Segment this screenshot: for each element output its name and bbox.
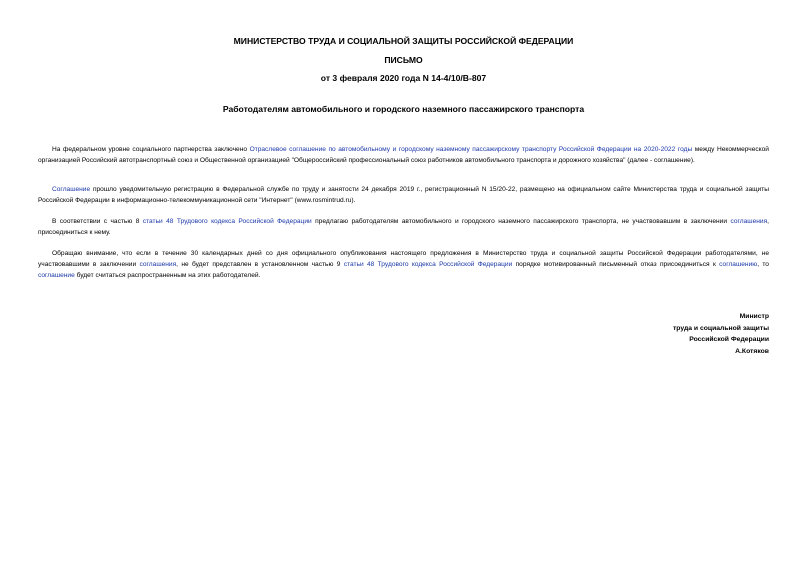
signature-name: А.Котяков: [735, 347, 769, 355]
link-agreement[interactable]: соглашение: [38, 272, 75, 279]
paragraph-agreement-concluded: [38, 144, 769, 166]
paragraph-text: прошло уведомительную регистрацию в Федеральной службе по труду и занятости 24 декабря 2019 г., регистрационный N 15/20-22, размещено на официальном сайте Министерства труда и социальной защиты Российской Федерации в информационно-телекоммуникационной сети "Интернет" (www.rosmintrud.ru).: [38, 186, 769, 204]
signature-block: [673, 311, 769, 357]
document-date-number: от 3 февраля 2020 года N 14-4/10/В-807: [320, 73, 487, 83]
link-labor-code-article-48[interactable]: статьи 48 Трудового кодекса Российской Федерации: [142, 218, 312, 225]
paragraph-registration: [38, 184, 769, 206]
paragraph-text: На федеральном уровне социального партнерства заключено: [52, 146, 250, 153]
link-agreement[interactable]: Соглашение: [52, 186, 91, 193]
paragraph-text: , то: [757, 261, 769, 268]
paragraph-text: В соответствии с частью 8: [52, 218, 143, 225]
paragraph-proposal: [38, 216, 769, 238]
paragraph-text: предлагаю работодателям автомобильного и городского наземного пассажирского транспорта, не участвовавшим в заключении: [311, 218, 731, 225]
signature-position: Министр: [739, 313, 769, 320]
link-labor-code-article-48[interactable]: статьи 48 Трудового кодекса Российской Федерации: [343, 261, 513, 268]
paragraph-text: будет считаться распространенным на этих работодателей.: [74, 272, 261, 279]
document-type: ПИСЬМО: [384, 55, 423, 65]
ministry-title: МИНИСТЕРСТВО ТРУДА И СОЦИАЛЬНОЙ ЗАЩИТЫ РОССИЙСКОЙ ФЕДЕРАЦИИ: [233, 36, 574, 46]
paragraph-text: между Некоммерческой организацией Российский автотранспортный союз и Общественной организацией "Общероссийский профессиональный союз работников автомобильного транспорта и дорожного хозяйства" (далее - соглашение).: [38, 146, 769, 164]
signature-ministry: труда и социальной защиты: [672, 324, 769, 332]
paragraph-text: , не будет представлен в установленном частью 9: [176, 261, 344, 268]
paragraph-text: порядке мотивированный письменный отказ присоединиться к: [512, 261, 720, 268]
signature-country: Российской Федерации: [689, 336, 769, 343]
link-industry-agreement[interactable]: Отраслевое соглашение по автомобильному и городскому наземному пассажирскому транспорту Российской Федерации на 2020-2022 годы: [249, 146, 693, 153]
link-agreement[interactable]: соглашения: [730, 218, 768, 225]
link-agreement[interactable]: соглашению: [719, 261, 758, 268]
paragraph-text: Обращаю внимание, что если в течение 30 календарных дней со дня официального опубликования настоящего предложения в Министерство труда и социальной защиты Российской Федерации работодателями, не участвовавшими в заключении: [38, 250, 769, 268]
document-addressee: Работодателям автомобильного и городского наземного пассажирского транспорта: [222, 104, 585, 114]
link-agreement[interactable]: соглашения: [139, 261, 177, 268]
paragraph-text: , присоединиться к нему.: [38, 218, 769, 236]
paragraph-attention-notice: [38, 248, 769, 281]
